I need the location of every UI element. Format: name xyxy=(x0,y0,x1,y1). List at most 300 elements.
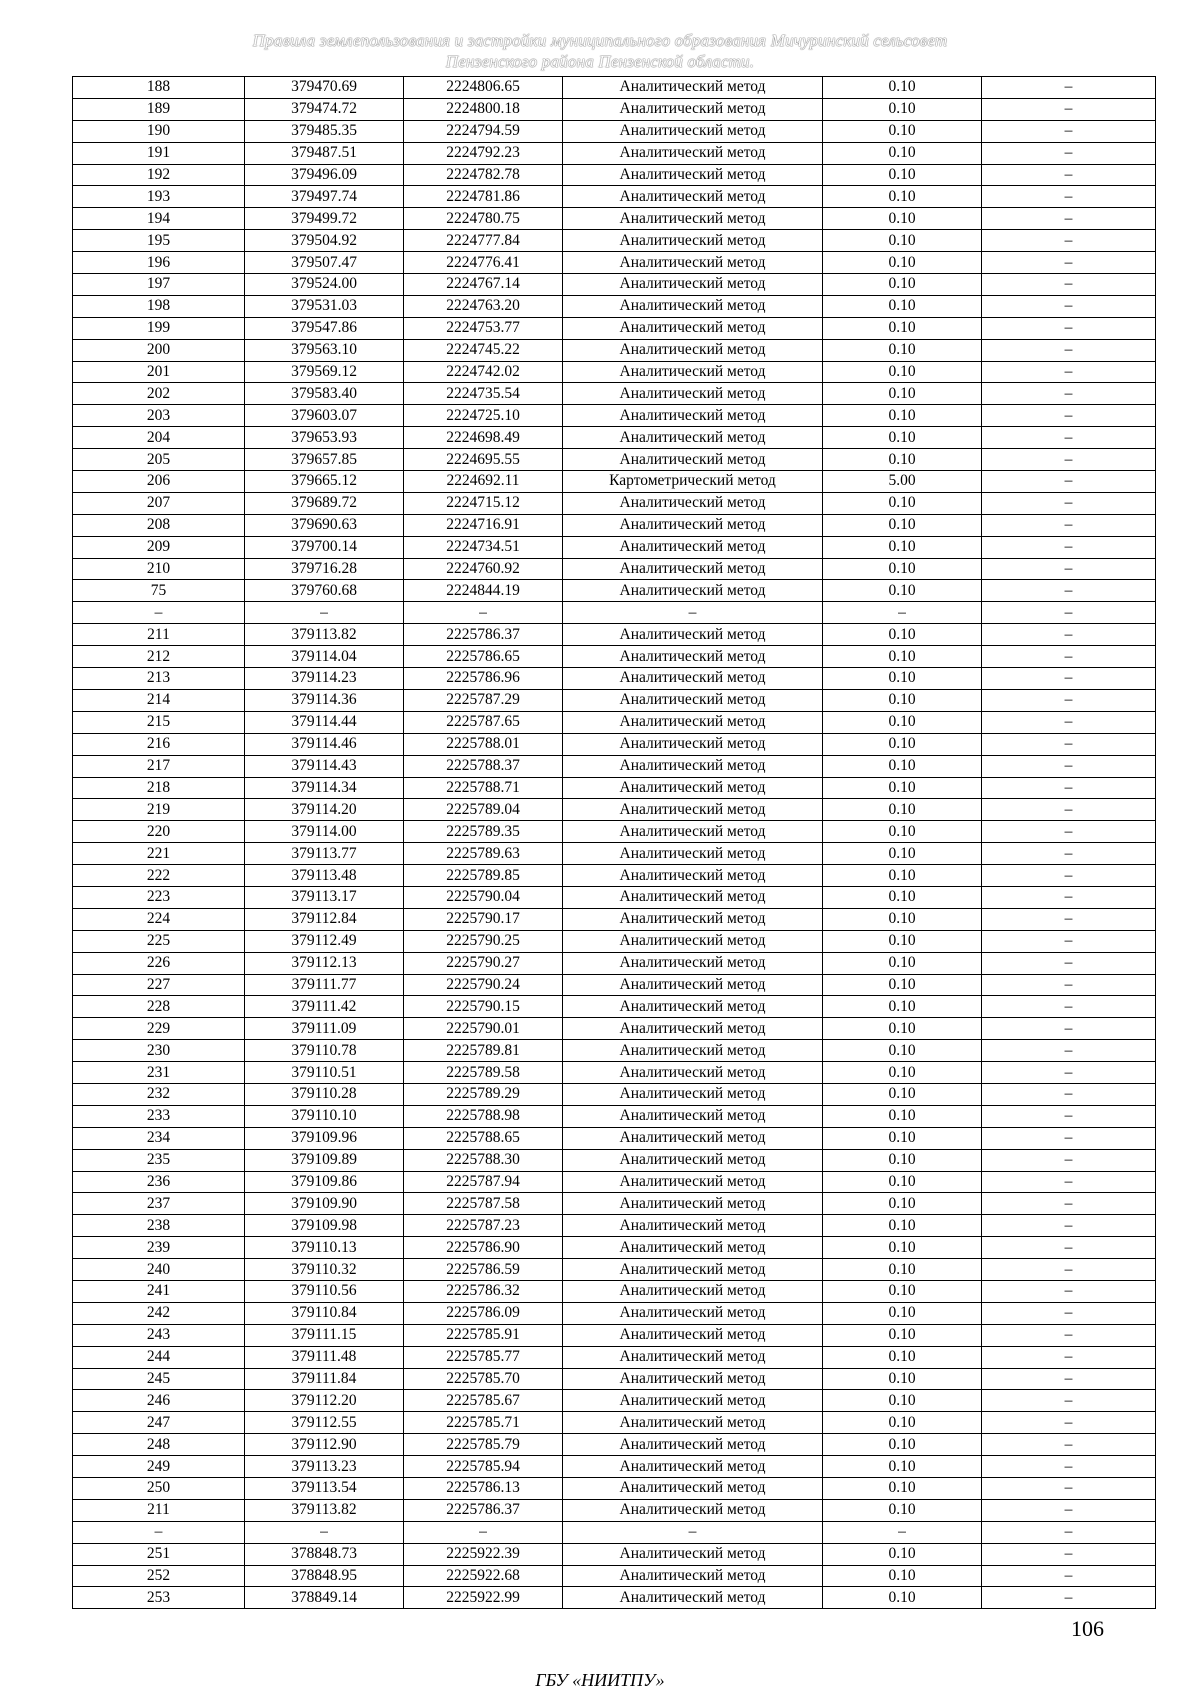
x-coordinate-cell: 379112.55 xyxy=(245,1412,404,1434)
table-row xyxy=(73,1368,1156,1390)
note-cell: – xyxy=(982,1587,1156,1609)
note-cell: – xyxy=(982,1390,1156,1412)
note-cell: – xyxy=(982,383,1156,405)
table-row xyxy=(73,295,1156,317)
table-row xyxy=(73,646,1156,668)
accuracy-cell: 0.10 xyxy=(823,996,982,1018)
point-number-cell: 217 xyxy=(73,755,245,777)
coordinates-table-body xyxy=(73,77,1156,1609)
accuracy-cell: 0.10 xyxy=(823,1259,982,1281)
accuracy-cell: 0.10 xyxy=(823,733,982,755)
accuracy-cell: 5.00 xyxy=(823,471,982,493)
table-row xyxy=(73,1237,1156,1259)
y-coordinate-cell: 2225786.96 xyxy=(404,668,563,690)
x-coordinate-cell: 379499.72 xyxy=(245,208,404,230)
accuracy-cell: 0.10 xyxy=(823,1434,982,1456)
point-number-cell: 234 xyxy=(73,1127,245,1149)
note-cell: – xyxy=(982,930,1156,952)
table-row xyxy=(73,799,1156,821)
y-coordinate-cell: 2225786.59 xyxy=(404,1259,563,1281)
y-coordinate-cell: 2224776.41 xyxy=(404,252,563,274)
accuracy-cell: 0.10 xyxy=(823,514,982,536)
accuracy-cell: 0.10 xyxy=(823,1346,982,1368)
y-coordinate-cell: 2224794.59 xyxy=(404,120,563,142)
table-row xyxy=(73,689,1156,711)
method-cell: Аналитический метод xyxy=(563,974,823,996)
y-coordinate-cell: 2225790.17 xyxy=(404,908,563,930)
y-coordinate-cell: 2225790.27 xyxy=(404,952,563,974)
point-number-cell: 244 xyxy=(73,1346,245,1368)
y-coordinate-cell: 2225790.25 xyxy=(404,930,563,952)
y-coordinate-cell: 2225789.04 xyxy=(404,799,563,821)
method-cell: Аналитический метод xyxy=(563,383,823,405)
y-coordinate-cell: 2225788.37 xyxy=(404,755,563,777)
x-coordinate-cell: 379114.43 xyxy=(245,755,404,777)
accuracy-cell: 0.10 xyxy=(823,821,982,843)
accuracy-cell: 0.10 xyxy=(823,252,982,274)
accuracy-cell: 0.10 xyxy=(823,1018,982,1040)
point-number-cell: 238 xyxy=(73,1215,245,1237)
note-cell: – xyxy=(982,1171,1156,1193)
coordinates-table-container xyxy=(72,76,1155,1609)
x-coordinate-cell: 379657.85 xyxy=(245,449,404,471)
x-coordinate-cell: 379524.00 xyxy=(245,274,404,296)
x-coordinate-cell: 379716.28 xyxy=(245,558,404,580)
x-coordinate-cell: – xyxy=(245,1521,404,1543)
table-row xyxy=(73,580,1156,602)
method-cell: Аналитический метод xyxy=(563,646,823,668)
method-cell: Аналитический метод xyxy=(563,1280,823,1302)
x-coordinate-cell: 379496.09 xyxy=(245,164,404,186)
y-coordinate-cell: 2225922.68 xyxy=(404,1565,563,1587)
note-cell: – xyxy=(982,1521,1156,1543)
accuracy-cell: – xyxy=(823,602,982,624)
y-coordinate-cell: 2225785.94 xyxy=(404,1456,563,1478)
x-coordinate-cell: 379470.69 xyxy=(245,77,404,99)
method-cell: Аналитический метод xyxy=(563,142,823,164)
table-row xyxy=(73,1434,1156,1456)
point-number-cell: 191 xyxy=(73,142,245,164)
note-cell: – xyxy=(982,1105,1156,1127)
table-row xyxy=(73,930,1156,952)
method-cell: Аналитический метод xyxy=(563,733,823,755)
note-cell: – xyxy=(982,405,1156,427)
point-number-cell: 226 xyxy=(73,952,245,974)
table-row xyxy=(73,1587,1156,1609)
x-coordinate-cell: 379114.00 xyxy=(245,821,404,843)
note-cell: – xyxy=(982,427,1156,449)
table-row xyxy=(73,711,1156,733)
accuracy-cell: 0.10 xyxy=(823,1083,982,1105)
note-cell: – xyxy=(982,580,1156,602)
accuracy-cell: 0.10 xyxy=(823,361,982,383)
table-row xyxy=(73,230,1156,252)
x-coordinate-cell: 379485.35 xyxy=(245,120,404,142)
y-coordinate-cell: 2224800.18 xyxy=(404,98,563,120)
note-cell: – xyxy=(982,996,1156,1018)
method-cell: Аналитический метод xyxy=(563,536,823,558)
point-number-cell: 209 xyxy=(73,536,245,558)
y-coordinate-cell: 2225786.13 xyxy=(404,1478,563,1500)
table-row xyxy=(73,427,1156,449)
method-cell: Аналитический метод xyxy=(563,1237,823,1259)
method-cell: Аналитический метод xyxy=(563,339,823,361)
x-coordinate-cell: 379114.04 xyxy=(245,646,404,668)
y-coordinate-cell: 2224725.10 xyxy=(404,405,563,427)
method-cell: Аналитический метод xyxy=(563,952,823,974)
y-coordinate-cell: – xyxy=(404,602,563,624)
y-coordinate-cell: 2225789.35 xyxy=(404,821,563,843)
x-coordinate-cell: 379583.40 xyxy=(245,383,404,405)
note-cell: – xyxy=(982,120,1156,142)
method-cell: Аналитический метод xyxy=(563,295,823,317)
accuracy-cell: 0.10 xyxy=(823,799,982,821)
x-coordinate-cell: 379507.47 xyxy=(245,252,404,274)
y-coordinate-cell: 2224782.78 xyxy=(404,164,563,186)
x-coordinate-cell: 379653.93 xyxy=(245,427,404,449)
table-row xyxy=(73,1412,1156,1434)
accuracy-cell: 0.10 xyxy=(823,230,982,252)
x-coordinate-cell: 379111.84 xyxy=(245,1368,404,1390)
point-number-cell: 211 xyxy=(73,1499,245,1521)
note-cell: – xyxy=(982,208,1156,230)
table-row xyxy=(73,536,1156,558)
point-number-cell: 193 xyxy=(73,186,245,208)
table-row xyxy=(73,1478,1156,1500)
accuracy-cell: 0.10 xyxy=(823,1149,982,1171)
y-coordinate-cell: 2224767.14 xyxy=(404,274,563,296)
method-cell: Аналитический метод xyxy=(563,689,823,711)
y-coordinate-cell: 2225789.29 xyxy=(404,1083,563,1105)
point-number-cell: 199 xyxy=(73,317,245,339)
point-number-cell: 197 xyxy=(73,274,245,296)
x-coordinate-cell: 379474.72 xyxy=(245,98,404,120)
method-cell: Аналитический метод xyxy=(563,1018,823,1040)
accuracy-cell: 0.10 xyxy=(823,142,982,164)
note-cell: – xyxy=(982,1302,1156,1324)
accuracy-cell: 0.10 xyxy=(823,1040,982,1062)
y-coordinate-cell: 2225787.23 xyxy=(404,1215,563,1237)
accuracy-cell: 0.10 xyxy=(823,711,982,733)
accuracy-cell: 0.10 xyxy=(823,317,982,339)
point-number-cell: 206 xyxy=(73,471,245,493)
point-number-cell: 239 xyxy=(73,1237,245,1259)
x-coordinate-cell: 379110.28 xyxy=(245,1083,404,1105)
accuracy-cell: 0.10 xyxy=(823,1587,982,1609)
y-coordinate-cell: 2225922.99 xyxy=(404,1587,563,1609)
method-cell: Аналитический метод xyxy=(563,1171,823,1193)
y-coordinate-cell: 2225786.09 xyxy=(404,1302,563,1324)
x-coordinate-cell: 379110.51 xyxy=(245,1062,404,1084)
x-coordinate-cell: 379547.86 xyxy=(245,317,404,339)
y-coordinate-cell: 2225790.24 xyxy=(404,974,563,996)
point-number-cell: 205 xyxy=(73,449,245,471)
x-coordinate-cell: 379112.13 xyxy=(245,952,404,974)
note-cell: – xyxy=(982,77,1156,99)
y-coordinate-cell: 2224734.51 xyxy=(404,536,563,558)
method-cell: Аналитический метод xyxy=(563,624,823,646)
table-row xyxy=(73,164,1156,186)
y-coordinate-cell: 2224753.77 xyxy=(404,317,563,339)
table-row xyxy=(73,1346,1156,1368)
point-number-cell: 224 xyxy=(73,908,245,930)
note-cell: – xyxy=(982,186,1156,208)
y-coordinate-cell: 2224806.65 xyxy=(404,77,563,99)
y-coordinate-cell: 2225788.30 xyxy=(404,1149,563,1171)
note-cell: – xyxy=(982,1215,1156,1237)
accuracy-cell: 0.10 xyxy=(823,1171,982,1193)
x-coordinate-cell: 379114.46 xyxy=(245,733,404,755)
y-coordinate-cell: 2225785.71 xyxy=(404,1412,563,1434)
note-cell: – xyxy=(982,1127,1156,1149)
accuracy-cell: 0.10 xyxy=(823,1324,982,1346)
accuracy-cell: 0.10 xyxy=(823,1478,982,1500)
accuracy-cell: 0.10 xyxy=(823,1565,982,1587)
accuracy-cell: 0.10 xyxy=(823,558,982,580)
note-cell: – xyxy=(982,821,1156,843)
table-row xyxy=(73,1499,1156,1521)
accuracy-cell: 0.10 xyxy=(823,1127,982,1149)
y-coordinate-cell: 2224698.49 xyxy=(404,427,563,449)
point-number-cell: 241 xyxy=(73,1280,245,1302)
accuracy-cell: 0.10 xyxy=(823,1543,982,1565)
point-number-cell: 207 xyxy=(73,492,245,514)
accuracy-cell: 0.10 xyxy=(823,777,982,799)
x-coordinate-cell: 379110.32 xyxy=(245,1259,404,1281)
table-row xyxy=(73,974,1156,996)
table-row xyxy=(73,142,1156,164)
point-number-cell: 223 xyxy=(73,886,245,908)
y-coordinate-cell: 2224844.19 xyxy=(404,580,563,602)
table-row xyxy=(73,1302,1156,1324)
method-cell: Аналитический метод xyxy=(563,1456,823,1478)
coordinates-table xyxy=(72,76,1156,1609)
y-coordinate-cell: 2225790.15 xyxy=(404,996,563,1018)
table-row xyxy=(73,624,1156,646)
method-cell: Аналитический метод xyxy=(563,1105,823,1127)
point-number-cell: 245 xyxy=(73,1368,245,1390)
point-number-cell: 235 xyxy=(73,1149,245,1171)
x-coordinate-cell: 379111.15 xyxy=(245,1324,404,1346)
table-row xyxy=(73,602,1156,624)
x-coordinate-cell: 379113.23 xyxy=(245,1456,404,1478)
table-row xyxy=(73,1521,1156,1543)
note-cell: – xyxy=(982,274,1156,296)
method-cell: Аналитический метод xyxy=(563,1543,823,1565)
point-number-cell: 210 xyxy=(73,558,245,580)
method-cell: Аналитический метод xyxy=(563,1478,823,1500)
note-cell: – xyxy=(982,492,1156,514)
x-coordinate-cell: 379109.98 xyxy=(245,1215,404,1237)
table-row xyxy=(73,1565,1156,1587)
point-number-cell: 247 xyxy=(73,1412,245,1434)
table-row xyxy=(73,1040,1156,1062)
x-coordinate-cell: 379110.13 xyxy=(245,1237,404,1259)
point-number-cell: 243 xyxy=(73,1324,245,1346)
x-coordinate-cell: 379114.20 xyxy=(245,799,404,821)
table-row xyxy=(73,492,1156,514)
method-cell: Аналитический метод xyxy=(563,427,823,449)
method-cell: Аналитический метод xyxy=(563,843,823,865)
method-cell: Аналитический метод xyxy=(563,1083,823,1105)
point-number-cell: 211 xyxy=(73,624,245,646)
method-cell: Аналитический метод xyxy=(563,1499,823,1521)
table-row xyxy=(73,996,1156,1018)
accuracy-cell: 0.10 xyxy=(823,1237,982,1259)
point-number-cell: 251 xyxy=(73,1543,245,1565)
accuracy-cell: 0.10 xyxy=(823,1390,982,1412)
method-cell: Аналитический метод xyxy=(563,164,823,186)
header-line-2: Пензенского района Пензенской области. xyxy=(445,52,755,71)
note-cell: – xyxy=(982,339,1156,361)
accuracy-cell: 0.10 xyxy=(823,865,982,887)
note-cell: – xyxy=(982,908,1156,930)
point-number-cell: 202 xyxy=(73,383,245,405)
x-coordinate-cell: 378849.14 xyxy=(245,1587,404,1609)
point-number-cell: 225 xyxy=(73,930,245,952)
note-cell: – xyxy=(982,1368,1156,1390)
y-coordinate-cell: – xyxy=(404,1521,563,1543)
accuracy-cell: 0.10 xyxy=(823,536,982,558)
table-row xyxy=(73,252,1156,274)
note-cell: – xyxy=(982,865,1156,887)
y-coordinate-cell: 2225789.63 xyxy=(404,843,563,865)
note-cell: – xyxy=(982,1280,1156,1302)
x-coordinate-cell: – xyxy=(245,602,404,624)
table-row xyxy=(73,77,1156,99)
point-number-cell: 195 xyxy=(73,230,245,252)
note-cell: – xyxy=(982,689,1156,711)
y-coordinate-cell: 2225789.81 xyxy=(404,1040,563,1062)
note-cell: – xyxy=(982,843,1156,865)
x-coordinate-cell: 379114.23 xyxy=(245,668,404,690)
y-coordinate-cell: 2225786.37 xyxy=(404,1499,563,1521)
x-coordinate-cell: 379112.84 xyxy=(245,908,404,930)
table-row xyxy=(73,952,1156,974)
table-row xyxy=(73,1456,1156,1478)
method-cell: Аналитический метод xyxy=(563,1390,823,1412)
note-cell: – xyxy=(982,1499,1156,1521)
note-cell: – xyxy=(982,142,1156,164)
y-coordinate-cell: 2225790.04 xyxy=(404,886,563,908)
y-coordinate-cell: 2225786.37 xyxy=(404,624,563,646)
x-coordinate-cell: 379110.84 xyxy=(245,1302,404,1324)
table-row xyxy=(73,777,1156,799)
x-coordinate-cell: 379114.34 xyxy=(245,777,404,799)
method-cell: Аналитический метод xyxy=(563,1346,823,1368)
x-coordinate-cell: 379109.86 xyxy=(245,1171,404,1193)
point-number-cell: 208 xyxy=(73,514,245,536)
x-coordinate-cell: 378848.73 xyxy=(245,1543,404,1565)
point-number-cell: 188 xyxy=(73,77,245,99)
y-coordinate-cell: 2224692.11 xyxy=(404,471,563,493)
note-cell: – xyxy=(982,1083,1156,1105)
point-number-cell: 222 xyxy=(73,865,245,887)
note-cell: – xyxy=(982,1062,1156,1084)
y-coordinate-cell: 2225785.79 xyxy=(404,1434,563,1456)
note-cell: – xyxy=(982,1149,1156,1171)
point-number-cell: 249 xyxy=(73,1456,245,1478)
accuracy-cell: 0.10 xyxy=(823,427,982,449)
table-row xyxy=(73,186,1156,208)
point-number-cell: 252 xyxy=(73,1565,245,1587)
y-coordinate-cell: 2225922.39 xyxy=(404,1543,563,1565)
point-number-cell: 237 xyxy=(73,1193,245,1215)
accuracy-cell: 0.10 xyxy=(823,1412,982,1434)
y-coordinate-cell: 2225788.01 xyxy=(404,733,563,755)
point-number-cell: 215 xyxy=(73,711,245,733)
x-coordinate-cell: 379497.74 xyxy=(245,186,404,208)
note-cell: – xyxy=(982,1434,1156,1456)
note-cell: – xyxy=(982,1259,1156,1281)
y-coordinate-cell: 2225790.01 xyxy=(404,1018,563,1040)
x-coordinate-cell: 379563.10 xyxy=(245,339,404,361)
x-coordinate-cell: 379112.20 xyxy=(245,1390,404,1412)
x-coordinate-cell: 379109.89 xyxy=(245,1149,404,1171)
method-cell: Аналитический метод xyxy=(563,514,823,536)
note-cell: – xyxy=(982,449,1156,471)
accuracy-cell: 0.10 xyxy=(823,164,982,186)
x-coordinate-cell: 379700.14 xyxy=(245,536,404,558)
x-coordinate-cell: 379113.48 xyxy=(245,865,404,887)
x-coordinate-cell: 379109.90 xyxy=(245,1193,404,1215)
table-row xyxy=(73,821,1156,843)
note-cell: – xyxy=(982,361,1156,383)
method-cell: Аналитический метод xyxy=(563,865,823,887)
accuracy-cell: 0.10 xyxy=(823,449,982,471)
table-row xyxy=(73,908,1156,930)
accuracy-cell: 0.10 xyxy=(823,208,982,230)
accuracy-cell: 0.10 xyxy=(823,339,982,361)
y-coordinate-cell: 2225785.67 xyxy=(404,1390,563,1412)
accuracy-cell: 0.10 xyxy=(823,974,982,996)
y-coordinate-cell: 2225785.70 xyxy=(404,1368,563,1390)
accuracy-cell: 0.10 xyxy=(823,1499,982,1521)
accuracy-cell: 0.10 xyxy=(823,405,982,427)
page-header xyxy=(0,30,1200,72)
method-cell: Аналитический метод xyxy=(563,230,823,252)
table-row xyxy=(73,274,1156,296)
table-row xyxy=(73,1149,1156,1171)
method-cell: Аналитический метод xyxy=(563,1412,823,1434)
note-cell: – xyxy=(982,668,1156,690)
method-cell: Аналитический метод xyxy=(563,405,823,427)
x-coordinate-cell: 379114.36 xyxy=(245,689,404,711)
method-cell: Аналитический метод xyxy=(563,1368,823,1390)
x-coordinate-cell: 379665.12 xyxy=(245,471,404,493)
accuracy-cell: 0.10 xyxy=(823,886,982,908)
accuracy-cell: 0.10 xyxy=(823,952,982,974)
point-number-cell: 216 xyxy=(73,733,245,755)
x-coordinate-cell: 379114.44 xyxy=(245,711,404,733)
table-row xyxy=(73,98,1156,120)
note-cell: – xyxy=(982,974,1156,996)
table-row xyxy=(73,208,1156,230)
method-cell: Аналитический метод xyxy=(563,98,823,120)
x-coordinate-cell: 379113.77 xyxy=(245,843,404,865)
table-row xyxy=(73,120,1156,142)
method-cell: Аналитический метод xyxy=(563,1127,823,1149)
y-coordinate-cell: 2225789.58 xyxy=(404,1062,563,1084)
note-cell: – xyxy=(982,1324,1156,1346)
note-cell: – xyxy=(982,1346,1156,1368)
point-number-cell: 200 xyxy=(73,339,245,361)
accuracy-cell: 0.10 xyxy=(823,689,982,711)
table-row xyxy=(73,1105,1156,1127)
method-cell: Аналитический метод xyxy=(563,208,823,230)
method-cell: Аналитический метод xyxy=(563,1149,823,1171)
x-coordinate-cell: 379689.72 xyxy=(245,492,404,514)
